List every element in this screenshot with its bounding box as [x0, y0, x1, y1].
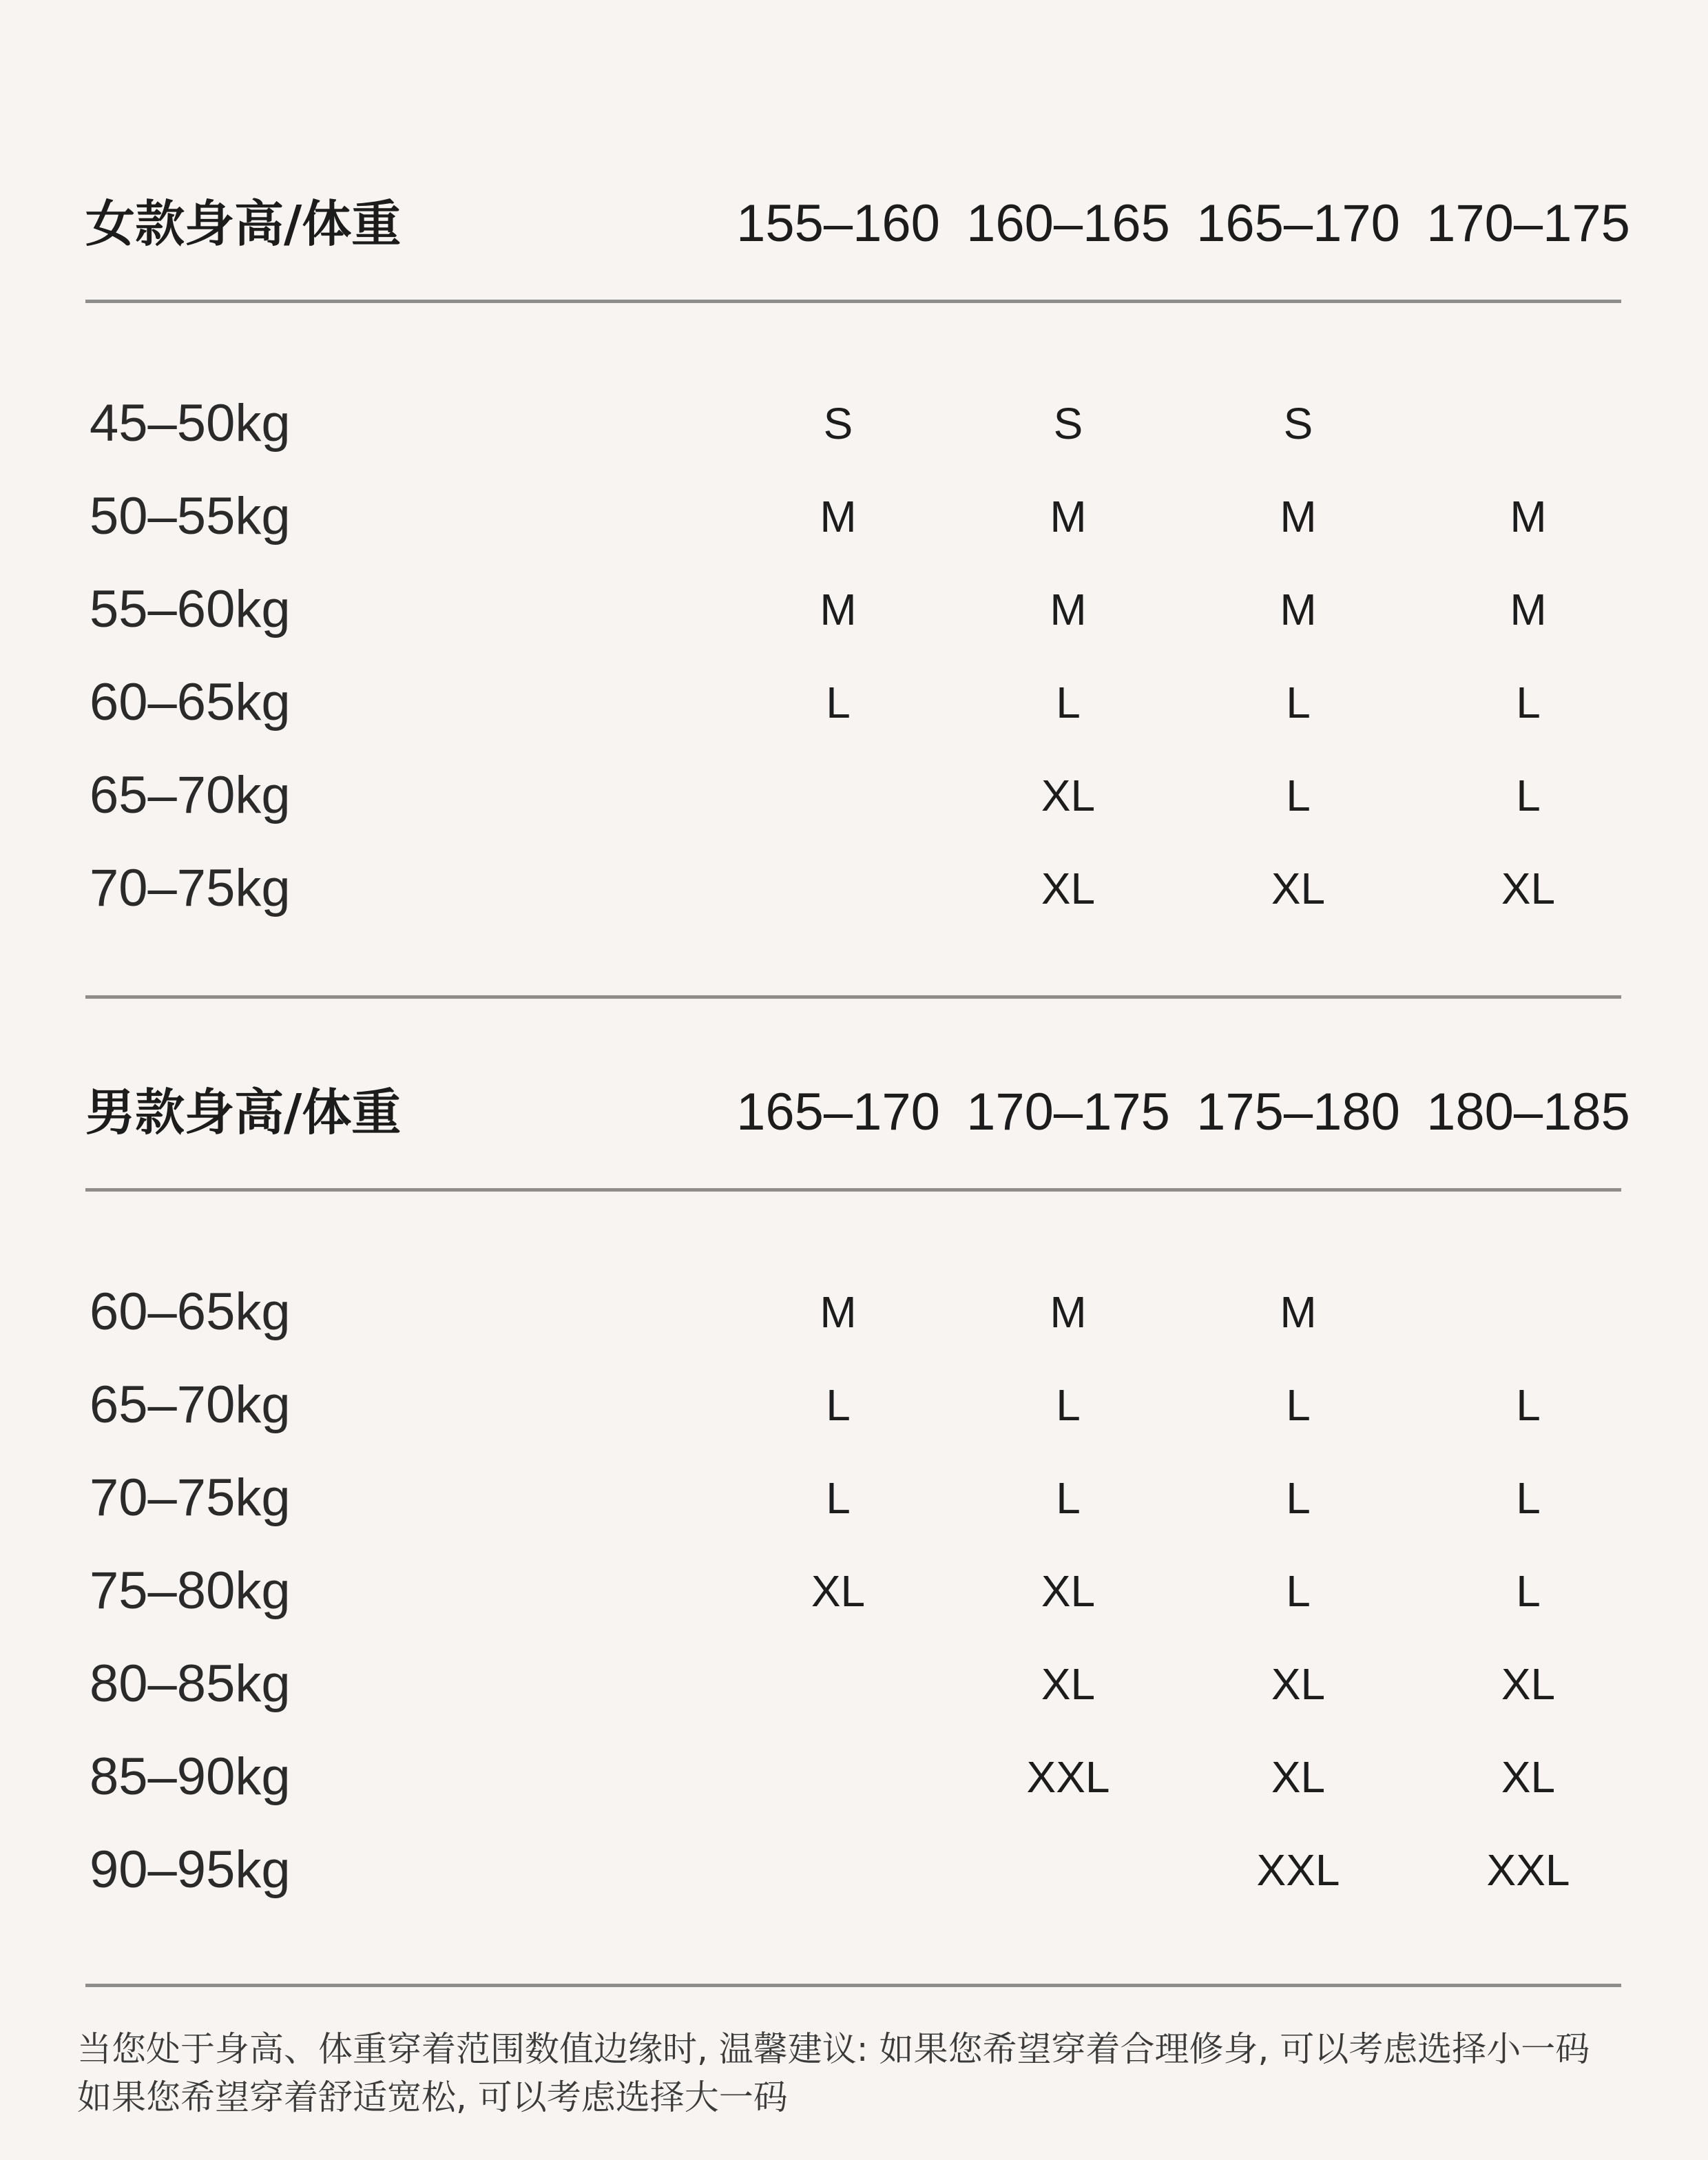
size-cell: XXL	[1256, 1845, 1340, 1895]
men-header-row	[0, 1074, 1708, 1150]
size-cell: S	[1283, 399, 1313, 448]
size-cell: XL	[1271, 1659, 1326, 1709]
women-header-row	[0, 186, 1708, 262]
sizing-advice-line-2: 如果您希望穿着舒适宽松, 可以考虑选择大一码	[77, 2077, 788, 2117]
size-cell: L	[1516, 1566, 1541, 1616]
women-height-col-2: 160–165	[966, 194, 1170, 253]
men-header-divider	[85, 1188, 1621, 1192]
size-cell: L	[1056, 1380, 1081, 1430]
size-cell: XL	[811, 1566, 866, 1616]
women-height-col-3: 165–170	[1196, 194, 1400, 253]
size-cell: S	[1053, 399, 1083, 448]
weight-label: 55–60kg	[90, 580, 291, 638]
table-row	[0, 1274, 1708, 1350]
size-cell: M	[820, 492, 857, 541]
women-section-divider	[85, 995, 1621, 999]
size-cell: XXL	[1026, 1752, 1110, 1802]
size-cell: M	[1280, 1287, 1317, 1337]
size-cell: L	[1516, 1473, 1541, 1523]
size-cell: S	[823, 399, 853, 448]
table-row	[0, 1646, 1708, 1722]
table-row	[0, 665, 1708, 740]
size-cell: L	[1516, 678, 1541, 727]
size-cell: L	[1286, 1380, 1311, 1430]
table-row	[0, 1553, 1708, 1629]
weight-label: 60–65kg	[90, 673, 291, 731]
size-cell: XL	[1041, 864, 1096, 913]
women-height-col-1: 155–160	[736, 194, 940, 253]
table-row	[0, 758, 1708, 833]
size-cell: XL	[1041, 1659, 1096, 1709]
size-cell: M	[820, 1287, 857, 1337]
table-row	[0, 572, 1708, 647]
size-cell: XL	[1271, 864, 1326, 913]
size-cell: L	[1516, 771, 1541, 820]
size-cell: L	[1516, 1380, 1541, 1430]
weight-label: 65–70kg	[90, 1375, 291, 1434]
weight-label: 75–80kg	[90, 1561, 291, 1620]
table-row	[0, 1460, 1708, 1536]
weight-label: 70–75kg	[90, 859, 291, 917]
size-cell: L	[826, 1380, 851, 1430]
men-height-col-1: 165–170	[736, 1083, 940, 1141]
size-cell: XL	[1501, 1752, 1556, 1802]
weight-label: 45–50kg	[90, 394, 291, 453]
size-cell: M	[1280, 492, 1317, 541]
women-height-col-4: 170–175	[1426, 194, 1630, 253]
weight-label: 85–90kg	[90, 1747, 291, 1806]
size-cell: XL	[1041, 1566, 1096, 1616]
size-cell: XL	[1271, 1752, 1326, 1802]
size-cell: XL	[1501, 1659, 1556, 1709]
women-table-title: 女款身高/体重	[85, 195, 402, 253]
size-cell: L	[1056, 678, 1081, 727]
size-cell: L	[1286, 1566, 1311, 1616]
size-cell: M	[1050, 1287, 1087, 1337]
sizing-advice-note	[77, 2025, 1661, 2121]
size-cell: XXL	[1486, 1845, 1570, 1895]
men-height-col-2: 170–175	[966, 1083, 1170, 1141]
size-cell: L	[1286, 1473, 1311, 1523]
size-cell: L	[1286, 771, 1311, 820]
table-row	[0, 1739, 1708, 1815]
size-cell: L	[826, 678, 851, 727]
size-cell: M	[1510, 492, 1547, 541]
table-row	[0, 479, 1708, 554]
table-row	[0, 1832, 1708, 1908]
size-cell: L	[1286, 678, 1311, 727]
size-cell: XL	[1041, 771, 1096, 820]
size-cell: M	[1050, 585, 1087, 634]
size-cell: XL	[1501, 864, 1556, 913]
sizing-advice-line-1: 当您处于身高、体重穿着范围数值边缘时, 温馨建议: 如果您希望穿着合理修身, 可以考虑选择小一码	[77, 2029, 1590, 2069]
men-height-col-4: 180–185	[1426, 1083, 1630, 1141]
size-cell: M	[1280, 585, 1317, 634]
weight-label: 60–65kg	[90, 1282, 291, 1341]
size-cell: M	[1510, 585, 1547, 634]
weight-label: 65–70kg	[90, 766, 291, 824]
size-cell: M	[1050, 492, 1087, 541]
weight-label: 70–75kg	[90, 1468, 291, 1527]
weight-label: 90–95kg	[90, 1840, 291, 1899]
weight-label: 50–55kg	[90, 487, 291, 546]
weight-label: 80–85kg	[90, 1654, 291, 1713]
men-table-title: 男款身高/体重	[85, 1083, 402, 1141]
table-row	[0, 386, 1708, 461]
men-height-col-3: 175–180	[1196, 1083, 1400, 1141]
size-cell: L	[826, 1473, 851, 1523]
table-row	[0, 851, 1708, 926]
size-cell: L	[1056, 1473, 1081, 1523]
women-header-divider	[85, 300, 1621, 303]
men-section-divider	[85, 1984, 1621, 1987]
table-row	[0, 1367, 1708, 1443]
size-cell: M	[820, 585, 857, 634]
